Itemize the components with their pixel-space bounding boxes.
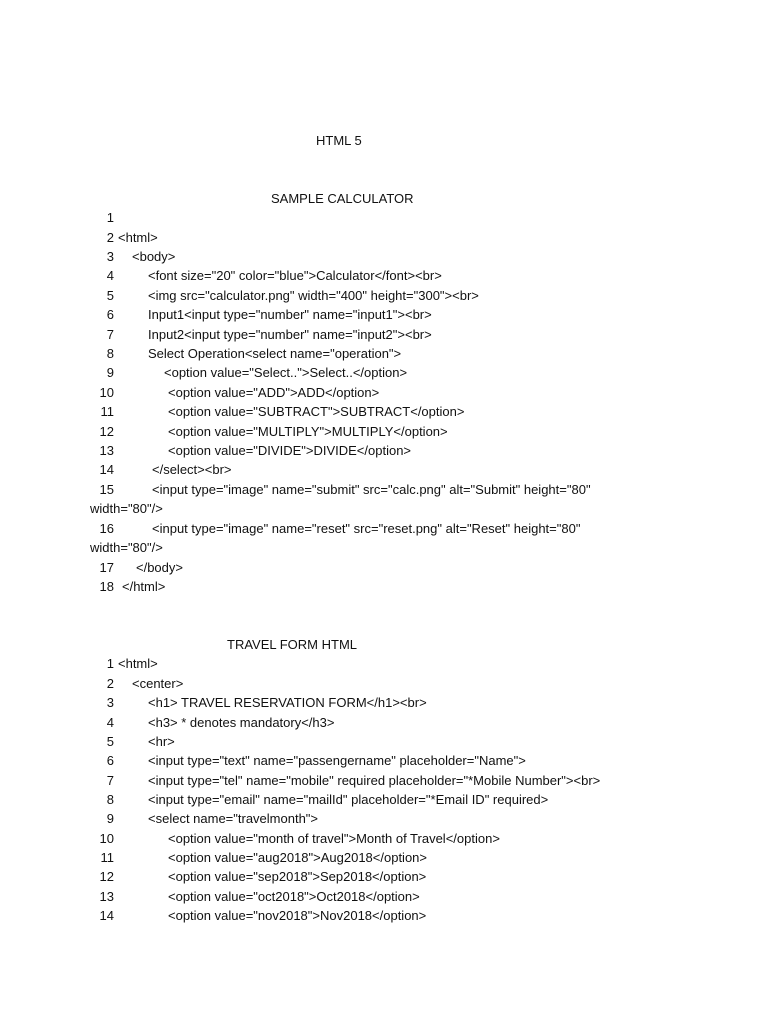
line-number: 12 <box>99 424 114 439</box>
code-text-wrap: width="80"/> <box>90 501 163 516</box>
code-text: <select name="travelmonth"> <box>148 811 319 826</box>
code-line <box>90 424 730 440</box>
line-number: 5 <box>106 734 114 749</box>
code-line <box>90 715 730 731</box>
code-line <box>90 482 730 498</box>
code-text: <input type="image" name="reset" src="reset.png" alt="Reset" height="80" <box>152 521 581 536</box>
code-line <box>90 773 730 789</box>
code-text: <hr> <box>148 734 175 749</box>
line-number: 3 <box>106 249 114 264</box>
line-number: 13 <box>99 443 114 458</box>
code-line <box>90 307 730 323</box>
line-number: 9 <box>106 811 114 826</box>
line-number: 12 <box>99 869 114 884</box>
line-number: 13 <box>99 889 114 904</box>
code-text: <option value="SUBTRACT">SUBTRACT</option> <box>168 404 465 419</box>
code-text: </body> <box>136 560 183 575</box>
code-text: <h3> * denotes mandatory</h3> <box>148 715 335 730</box>
code-text: <option value="DIVIDE">DIVIDE</option> <box>168 443 412 458</box>
code-text: </html> <box>122 579 166 594</box>
code-text: <input type="image" name="submit" src="calc.png" alt="Submit" height="80" <box>152 482 591 497</box>
code-line <box>90 889 730 905</box>
line-number: 14 <box>99 462 114 477</box>
code-text: <html> <box>118 230 158 245</box>
line-number: 4 <box>106 268 114 283</box>
code-text: <option value="Select..">Select..</option> <box>164 365 408 380</box>
line-number: 1 <box>106 210 114 225</box>
line-number: 10 <box>99 831 114 846</box>
code-line <box>90 210 730 226</box>
code-line-wrap <box>90 540 730 556</box>
code-text: <img src="calculator.png" width="400" height="300"><br> <box>148 288 479 303</box>
code-line <box>90 268 730 284</box>
code-text-wrap: width="80"/> <box>90 540 163 555</box>
code-text: </select><br> <box>152 462 232 477</box>
line-number: 8 <box>106 792 114 807</box>
line-number: 4 <box>106 715 114 730</box>
code-line <box>90 676 730 692</box>
code-text: <option value="sep2018">Sep2018</option> <box>168 869 427 884</box>
code-line <box>90 850 730 866</box>
code-line <box>90 869 730 885</box>
section-heading-travel-form: TRAVEL FORM HTML <box>227 637 358 652</box>
line-number: 9 <box>106 365 114 380</box>
section-heading-calculator: SAMPLE CALCULATOR <box>271 191 414 206</box>
line-number: 6 <box>106 307 114 322</box>
line-number: 1 <box>106 656 114 671</box>
line-number: 3 <box>106 695 114 710</box>
code-line <box>90 792 730 808</box>
code-text: <option value="oct2018">Oct2018</option> <box>168 889 420 904</box>
code-line <box>90 579 730 595</box>
code-line <box>90 560 730 576</box>
code-line <box>90 327 730 343</box>
line-number: 18 <box>99 579 114 594</box>
code-line <box>90 346 730 362</box>
code-line <box>90 249 730 265</box>
line-number: 11 <box>100 404 114 419</box>
document-title: HTML 5 <box>316 133 362 148</box>
line-number: 7 <box>106 773 114 788</box>
code-text: <h1> TRAVEL RESERVATION FORM</h1><br> <box>148 695 427 710</box>
line-number: 17 <box>99 560 114 575</box>
code-text: <input type="tel" name="mobile" required placeholder="*Mobile Number"><br> <box>148 773 601 788</box>
line-number: 7 <box>106 327 114 342</box>
line-number: 2 <box>106 230 114 245</box>
code-text: <input type="email" name="mailId" placeholder="*Email ID" required> <box>148 792 549 807</box>
code-line <box>90 404 730 420</box>
code-text: Input2<input type="number" name="input2"><br> <box>148 327 432 342</box>
line-number: 6 <box>106 753 114 768</box>
code-line <box>90 462 730 478</box>
code-line <box>90 521 730 537</box>
line-number: 15 <box>99 482 114 497</box>
code-text: <option value="ADD">ADD</option> <box>168 385 380 400</box>
code-line <box>90 230 730 246</box>
code-line <box>90 695 730 711</box>
code-text: <font size="20" color="blue">Calculator</font><br> <box>148 268 442 283</box>
line-number: 8 <box>106 346 114 361</box>
line-number: 5 <box>106 288 114 303</box>
code-line <box>90 831 730 847</box>
code-line <box>90 908 730 924</box>
code-line <box>90 365 730 381</box>
code-line <box>90 734 730 750</box>
line-number: 16 <box>99 521 114 536</box>
code-line <box>90 811 730 827</box>
code-text: <option value="aug2018">Aug2018</option> <box>168 850 427 865</box>
code-text: <option value="MULTIPLY">MULTIPLY</option> <box>168 424 448 439</box>
line-number: 11 <box>100 850 114 865</box>
code-line <box>90 656 730 672</box>
code-line <box>90 443 730 459</box>
code-text: <input type="text" name="passengername" placeholder="Name"> <box>148 753 526 768</box>
code-text: <html> <box>118 656 158 671</box>
code-text: Select Operation<select name="operation"> <box>148 346 402 361</box>
code-line-wrap <box>90 501 730 517</box>
code-text: <center> <box>132 676 184 691</box>
code-text: <option value="nov2018">Nov2018</option> <box>168 908 427 923</box>
line-number: 10 <box>99 385 114 400</box>
code-text: Input1<input type="number" name="input1"><br> <box>148 307 432 322</box>
code-line <box>90 288 730 304</box>
line-number: 14 <box>99 908 114 923</box>
code-line <box>90 385 730 401</box>
code-text: <body> <box>132 249 176 264</box>
code-text: <option value="month of travel">Month of Travel</option> <box>168 831 500 846</box>
line-number: 2 <box>106 676 114 691</box>
code-line <box>90 753 730 769</box>
